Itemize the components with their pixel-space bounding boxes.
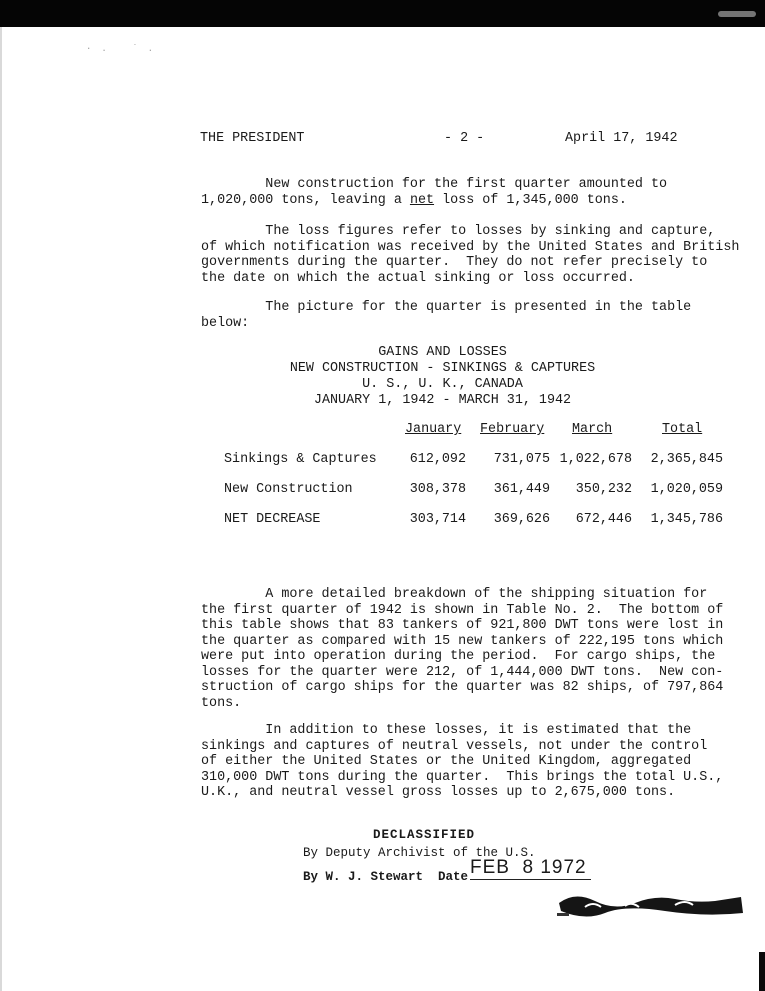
- cell-net-total: 1,345,786: [650, 512, 723, 527]
- scan-top-border: [0, 0, 765, 27]
- column-header-total: Total: [662, 422, 703, 437]
- paragraph-new-construction: New construction for the first quarter amounted to 1,020,000 tons, leaving a net loss of 1,345,000 tons.: [201, 177, 668, 208]
- cell-net-march: 672,446: [575, 512, 632, 527]
- scan-left-edge: [0, 27, 2, 991]
- declassified-date: FEB 8 1972: [470, 857, 591, 880]
- cell-construction-total: 1,020,059: [650, 482, 723, 497]
- addressee: THE PRESIDENT: [200, 131, 305, 146]
- paragraph-loss-figures: The loss figures refer to losses by sinking and capture, of which notification was received by the United States and British governments during the quarter. They do not refer precisely to the date on which the actual sinking or loss occurred.: [201, 224, 740, 286]
- table-title-line-4: JANUARY 1, 1942 - MARCH 31, 1942: [313, 393, 572, 408]
- declassified-signer: By W. J. Stewart Date: [303, 870, 469, 884]
- cell-construction-january: 308,378: [409, 482, 466, 497]
- row-label-sinkings: Sinkings & Captures: [224, 452, 377, 467]
- scan-smudge: [718, 11, 756, 17]
- row-label-new-construction: New Construction: [224, 482, 353, 497]
- document-date: April 17, 1942: [565, 131, 678, 146]
- paragraph-detailed-breakdown: A more detailed breakdown of the shipping situation for the first quarter of 1942 is shown in Table No. 2. The bottom of this table shows that 83 tankers of 921,800 DWT tons were lost in the quarter as compared with 15 new tankers of 222,195 tons which were put into operation during the period. For cargo ships, the losses for the quarter were 212, of 1,444,000 DWT tons. New con- struction of cargo ships for the quarter was 82 ships, of 797,864 tons.: [201, 587, 724, 711]
- table-title-line-3: U. S., U. K., CANADA: [362, 377, 523, 392]
- column-header-february: February: [480, 422, 545, 437]
- column-header-march: March: [572, 422, 613, 437]
- column-header-january: January: [405, 422, 462, 437]
- cell-construction-march: 350,232: [575, 482, 632, 497]
- page-number: - 2 -: [444, 131, 485, 146]
- cell-sinkings-total: 2,365,845: [650, 452, 723, 467]
- table-title-line-1: GAINS AND LOSSES: [378, 345, 507, 360]
- paragraph-table-intro: The picture for the quarter is presented in the table below:: [201, 300, 692, 331]
- cell-sinkings-january: 612,092: [409, 452, 466, 467]
- scan-specks: ·. ˙.: [86, 44, 164, 54]
- cell-net-february: 369,626: [493, 512, 550, 527]
- redacted-stamp-icon: [555, 889, 745, 919]
- underlined-net: net: [409, 192, 435, 208]
- table-title-line-2: NEW CONSTRUCTION - SINKINGS & CAPTURES: [289, 361, 596, 376]
- cell-construction-february: 361,449: [493, 482, 550, 497]
- cell-sinkings-february: 731,075: [493, 452, 550, 467]
- cell-sinkings-march: 1,022,678: [559, 452, 632, 467]
- paragraph-neutral-losses: In addition to these losses, it is estimated that the sinkings and captures of neutral vessels, not under the control of either the United States or the United Kingdom, aggregated 310,000 DWT tons during the quarter. This brings the total U.S., U.K., and neutral vessel gross losses up to 2,675,000 tons.: [201, 723, 724, 800]
- cell-net-january: 303,714: [409, 512, 466, 527]
- declassified-authority: By Deputy Archivist of the U.S.: [303, 846, 536, 860]
- row-label-net-decrease: NET DECREASE: [224, 512, 321, 527]
- declassified-stamp-title: DECLASSIFIED: [373, 828, 476, 842]
- scan-edge-mark: [759, 952, 765, 991]
